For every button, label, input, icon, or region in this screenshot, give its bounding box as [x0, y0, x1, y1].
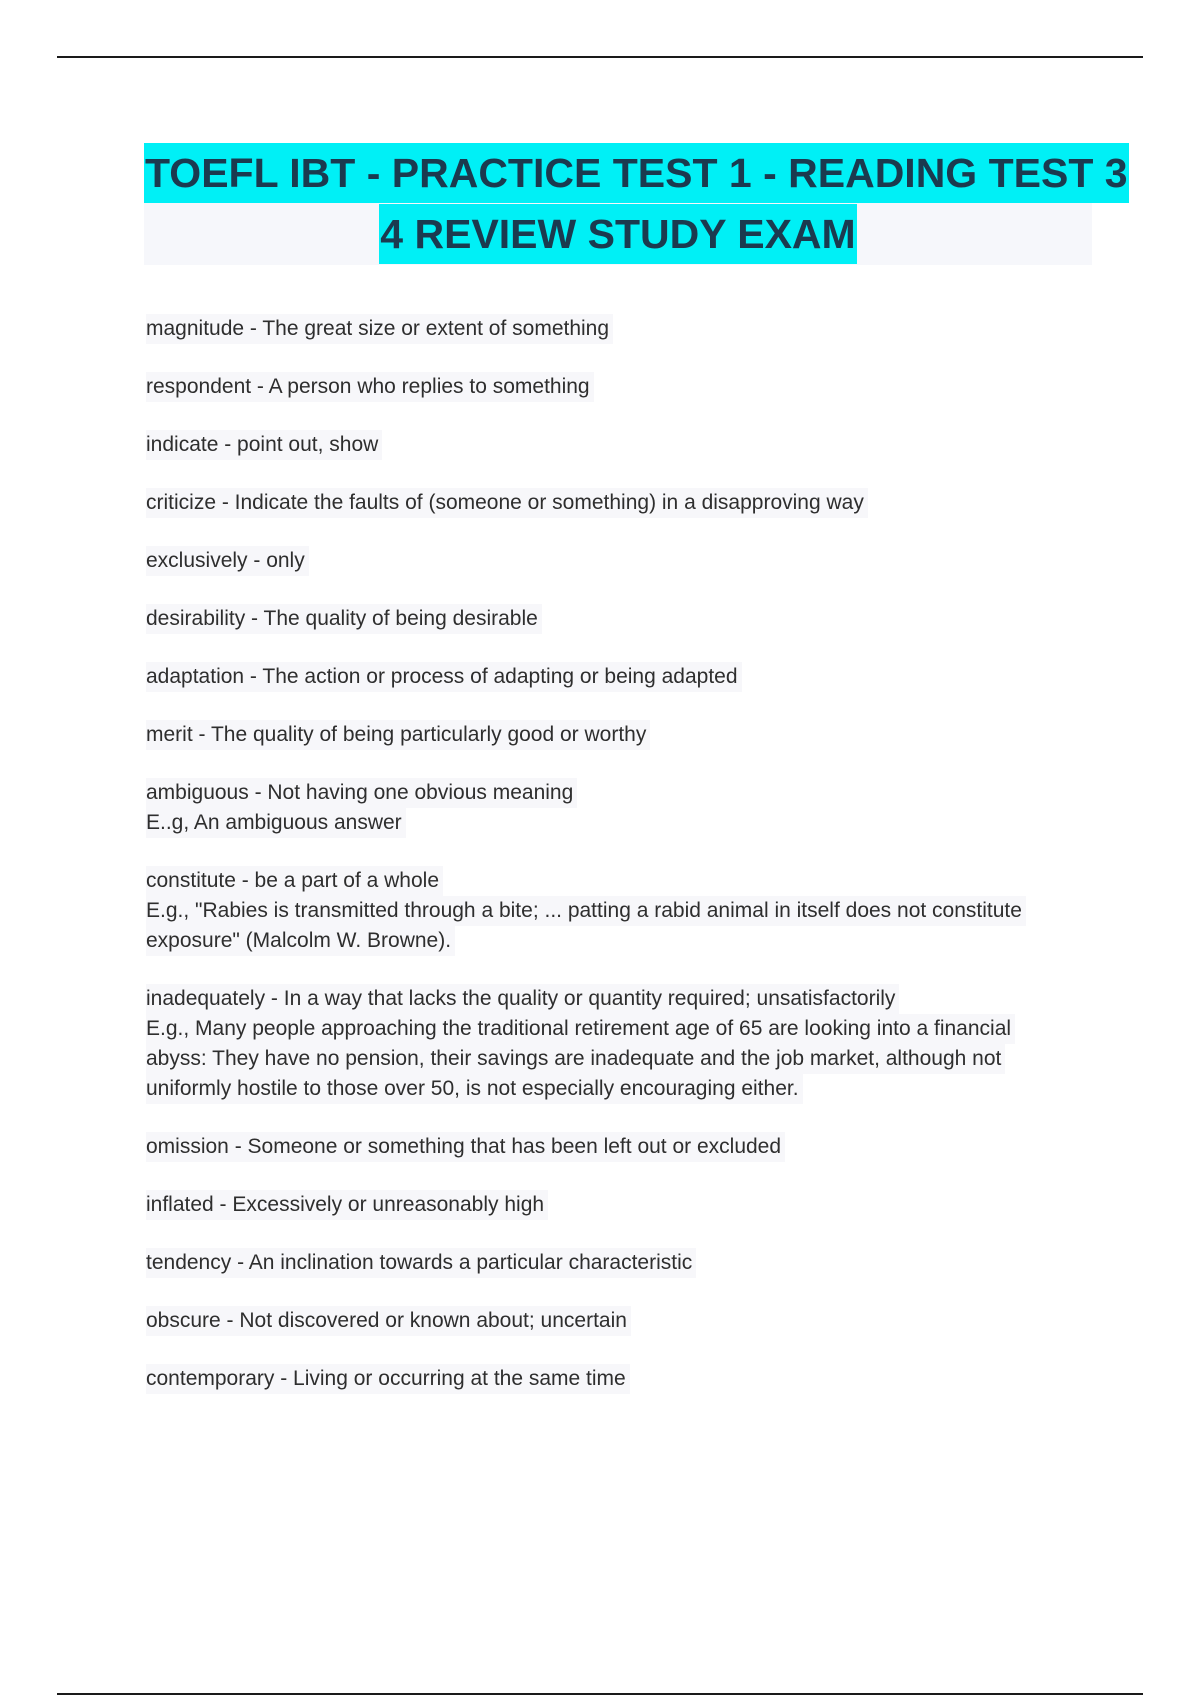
vocabulary-entry — [146, 1306, 1096, 1336]
entry-definition: adaptation - The action or process of adapting or being adapted — [146, 662, 742, 692]
vocabulary-entry — [146, 488, 1096, 518]
entry-example-line: uniformly hostile to those over 50, is not especially encouraging either. — [146, 1074, 803, 1104]
entry-definition: inadequately - In a way that lacks the quality or quantity required; unsatisfactorily — [146, 984, 899, 1014]
title-text-2: 4 REVIEW STUDY EXAM — [379, 204, 856, 264]
entry-definition: exclusively - only — [146, 546, 309, 576]
entry-definition: criticize - Indicate the faults of (someone or something) in a disapproving way — [146, 488, 868, 518]
vocabulary-entry — [146, 372, 1096, 402]
title-line-2 — [144, 204, 1092, 265]
entry-definition: ambiguous - Not having one obvious meaning — [146, 778, 577, 808]
entry-definition: respondent - A person who replies to something — [146, 372, 594, 402]
entry-definition: magnitude - The great size or extent of something — [146, 314, 613, 344]
vocabulary-entry — [146, 604, 1096, 634]
vocabulary-entry — [146, 866, 1096, 956]
entry-example-line: E.g., "Rabies is transmitted through a bite; ... patting a rabid animal in itself does not constitute — [146, 896, 1026, 926]
vocabulary-entry — [146, 546, 1096, 576]
entry-definition: constitute - be a part of a whole — [146, 866, 443, 896]
vocabulary-entry — [146, 778, 1096, 838]
vocabulary-entry — [146, 720, 1096, 750]
vocabulary-entry — [146, 430, 1096, 460]
bottom-rule — [57, 1693, 1143, 1695]
entry-example-line: abyss: They have no pension, their savings are inadequate and the job market, although not — [146, 1044, 1005, 1074]
vocabulary-entry — [146, 1248, 1096, 1278]
vocabulary-list — [146, 314, 1096, 1422]
title-text-1: TOEFL IBT - PRACTICE TEST 1 - READING TEST 3 — [144, 143, 1129, 203]
vocabulary-entry — [146, 1364, 1096, 1394]
document-title — [144, 143, 1128, 265]
title-line-1 — [144, 143, 1128, 204]
top-rule — [57, 56, 1143, 58]
entry-definition: contemporary - Living or occurring at the same time — [146, 1364, 630, 1394]
vocabulary-entry — [146, 662, 1096, 692]
vocabulary-entry — [146, 984, 1096, 1104]
vocabulary-entry — [146, 314, 1096, 344]
entry-definition: desirability - The quality of being desirable — [146, 604, 542, 634]
entry-definition: inflated - Excessively or unreasonably high — [146, 1190, 548, 1220]
entry-definition: merit - The quality of being particularly good or worthy — [146, 720, 650, 750]
entry-definition: obscure - Not discovered or known about; uncertain — [146, 1306, 631, 1336]
entry-example-line: exposure" (Malcolm W. Browne). — [146, 926, 455, 956]
entry-example-line: E.g., Many people approaching the traditional retirement age of 65 are looking into a financial — [146, 1014, 1015, 1044]
entry-definition: omission - Someone or something that has been left out or excluded — [146, 1132, 785, 1162]
entry-definition: indicate - point out, show — [146, 430, 382, 460]
entry-definition: tendency - An inclination towards a particular characteristic — [146, 1248, 696, 1278]
entry-example-line: E..g, An ambiguous answer — [146, 808, 406, 838]
vocabulary-entry — [146, 1132, 1096, 1162]
vocabulary-entry — [146, 1190, 1096, 1220]
